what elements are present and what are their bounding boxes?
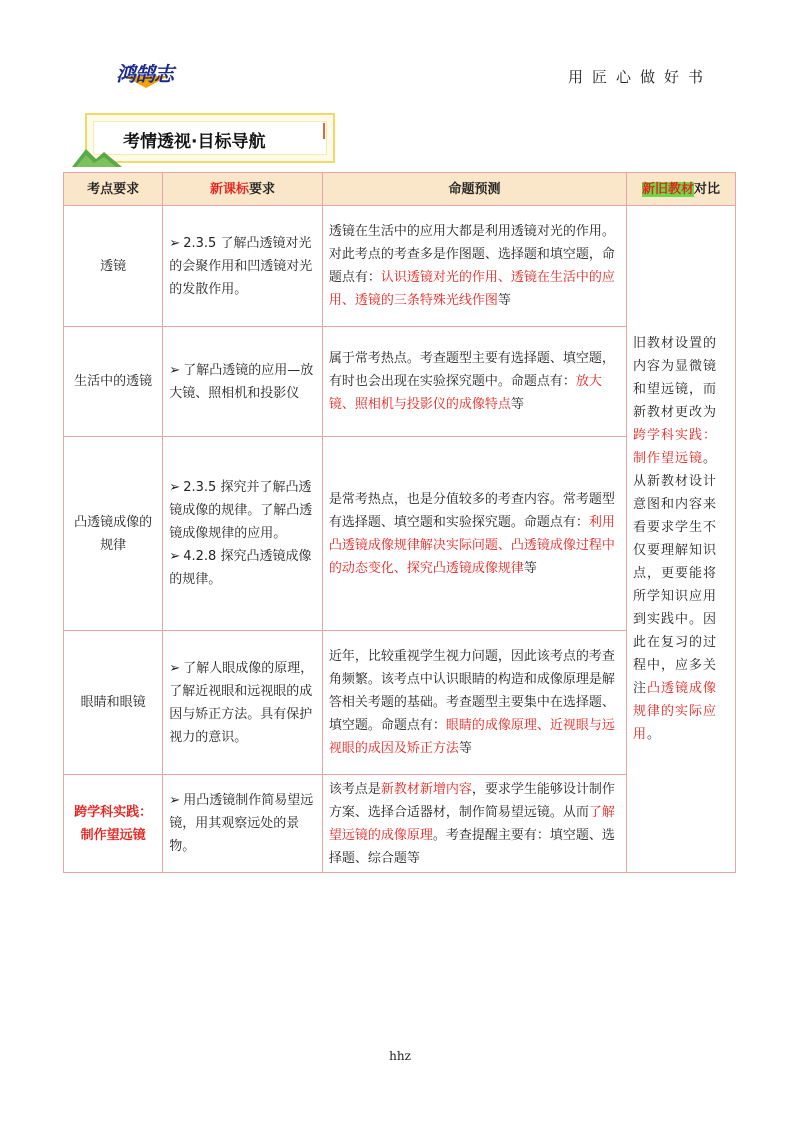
bullet-icon: ➢ — [169, 549, 181, 564]
requirement-cell: ➢ 用凸透镜制作简易望远镜，用其观察远处的景物。 — [163, 775, 323, 873]
requirement-cell: ➢ 了解人眼成像的原理，了解近视眼和远视眼的成因与矫正方法。具有保护视力的意识。 — [163, 631, 323, 775]
bullet-icon: ➢ — [169, 793, 181, 808]
prediction-cell: 属于常考热点。考查题型主要有选择题、填空题，有时也会出现在实验探究题中。命题点有：放大镜、照相机与投影仪的成像特点等 — [322, 327, 626, 437]
table-header-row — [64, 173, 736, 206]
exam-overview-table — [63, 172, 736, 873]
bullet-icon: ➢ — [169, 362, 181, 378]
hills-icon — [72, 143, 122, 167]
page-footer: hhz — [389, 1049, 411, 1063]
topic-cell: 跨学科实践：制作望远镜 — [64, 775, 163, 873]
prediction-cell: 近年，比较重视学生视力问题，因此该考点的考查角频繁。该考点中认识眼睛的构造和成像原理是解答相关考题的基础。考查题型主要集中在选择题、填空题。命题点有：眼睛的成像原理、近视眼与远视眼的成因及矫正方法等 — [322, 631, 626, 775]
header-comparison — [627, 173, 736, 206]
bullet-icon: ➢ — [169, 235, 181, 251]
topic-cell: 透镜 — [64, 206, 163, 327]
requirement-cell: ➢ 了解凸透镜的应用—放大镜、照相机和投影仪 — [163, 327, 323, 437]
section-banner — [85, 113, 335, 163]
topic-cell: 生活中的透镜 — [64, 327, 163, 437]
banner-title: 考情透视·目标导航 — [123, 132, 266, 152]
header-req-red: 新课标 — [210, 181, 250, 197]
requirement-cell: ➢ 2.3.5 了解凸透镜对光的会聚作用和凹透镜对光的发散作用。 — [163, 206, 323, 327]
prediction-cell: 是常考热点，也是分值较多的考查内容。常考题型有选择题、填空题和实验探究题。命题点有：利用凸透镜成像规律解决实际问题、凸透镜成像过程中的动态变化、探究凸透镜成像规律等 — [322, 437, 626, 631]
bullet-icon: ➢ — [169, 660, 181, 676]
header-cmp-plain: 对比 — [694, 181, 721, 197]
bullet-icon: ➢ — [169, 480, 181, 495]
topic-cell: 凸透镜成像的规律 — [64, 437, 163, 631]
header-cmp-highlight: 新旧教材 — [642, 181, 695, 197]
comparison-cell: 旧教材设置的内容为显微镜和望远镜，而新教材更改为跨学科实践：制作望远镜。从新教材设计意图和内容来看要求学生不仅要理解知识点，更要能将所学知识应用到实践中。因此在复习的过程中，应多关注凸透镜成像规律的实际应用。 — [627, 206, 736, 873]
banner-mark-icon — [323, 123, 325, 139]
table-row — [64, 206, 736, 327]
topic-cell: 眼睛和眼镜 — [64, 631, 163, 775]
header-topic: 考点要求 — [64, 173, 163, 206]
prediction-cell: 该考点是新教材新增内容，要求学生能够设计制作方案、选择合适器材，制作简易望远镜。从而了解望远镜的成像原理。考查提醒主要有：填空题、选择题、综合题等 — [322, 775, 626, 873]
prediction-cell: 透镜在生活中的应用大都是利用透镜对光的作用。对此考点的考查多是作图题、选择题和填空题，命题点有：认识透镜对光的作用、透镜在生活中的应用、透镜的三条特殊光线作图等 — [322, 206, 626, 327]
header-prediction: 命题预测 — [322, 173, 626, 206]
publisher-logo — [116, 58, 196, 92]
header-req-plain: 要求 — [249, 181, 276, 197]
requirement-cell: ➢ 2.3.5 探究并了解凸透镜成像的规律。了解凸透镜成像规律的应用。 ➢ 4.2.8 探究凸透镜成像的规律。 — [163, 437, 323, 631]
header-slogan: 用匠心做好书 — [568, 68, 713, 86]
logo-text: 鸿鹄志 — [116, 62, 173, 86]
header-requirement — [163, 173, 323, 206]
